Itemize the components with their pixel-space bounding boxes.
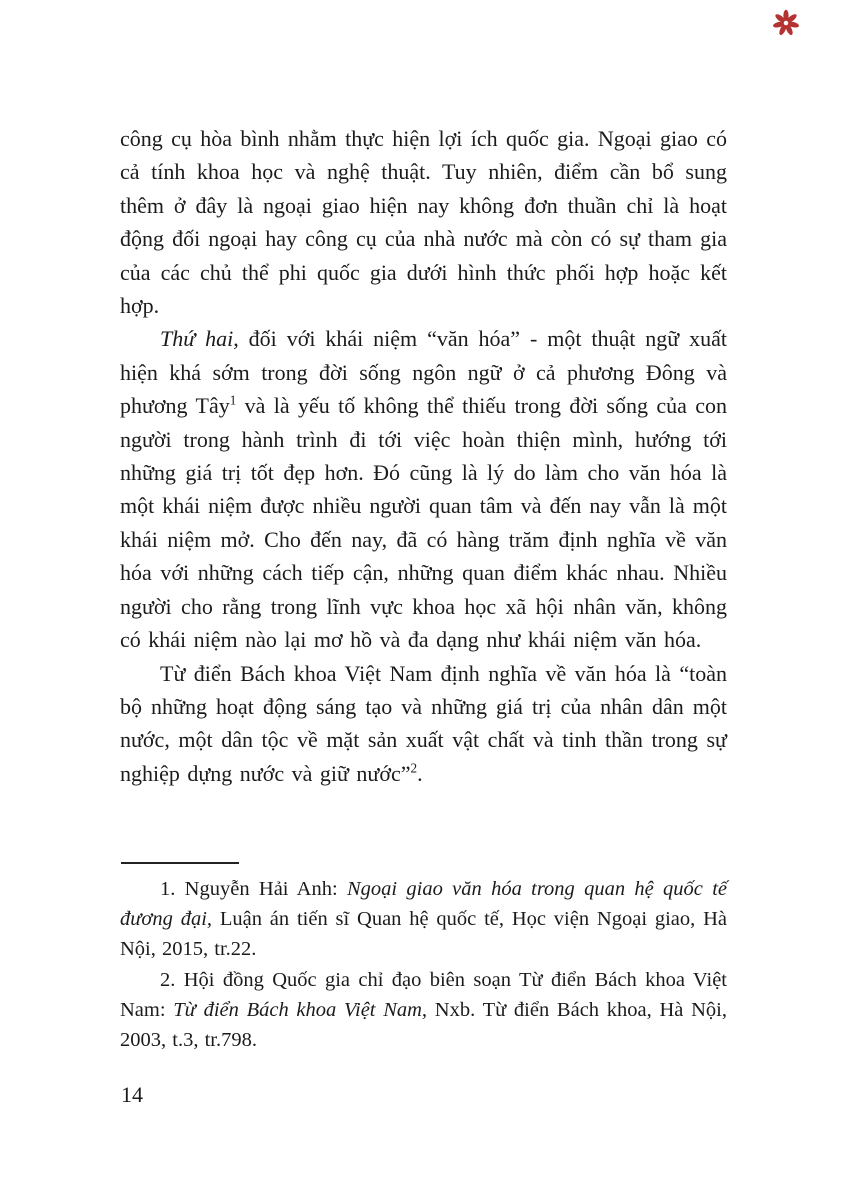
body-text: [120, 122, 727, 790]
text-segment: , đối với khái niệm “văn hóa” - một thuật ngữ xuất hiện khá sớm trong đời sống ngôn ngữ ở cả phương Đông và phương Tây: [120, 326, 727, 419]
text-segment: 2. Hội đồng Quốc gia chỉ đạo biên soạn Từ điển Bách khoa Việt Nam:: [120, 968, 727, 1021]
text-segment: Thứ hai: [160, 326, 234, 352]
text-segment: 1. Nguyễn Hải Anh:: [160, 878, 347, 900]
flower-ornament-icon: [771, 8, 801, 38]
text-segment: Nxb. Từ điển Bách khoa, Hà Nội, 2003, t.3, tr.798.: [120, 998, 727, 1052]
text-segment: .: [417, 760, 423, 786]
footnote-reference: 2: [410, 760, 418, 776]
footnote-reference: 1: [229, 392, 237, 408]
body-paragraph: [120, 322, 727, 656]
body-paragraph: [120, 122, 727, 322]
text-segment: Ngoại giao văn hóa trong quan hệ quốc tế đương đại,: [120, 878, 728, 931]
footnote-divider: [121, 862, 239, 864]
page-number: 14: [121, 1082, 143, 1107]
body-paragraph: [120, 657, 727, 791]
footnotes: [120, 874, 727, 1055]
text-segment: Từ điển Bách khoa Việt Nam định nghĩa về văn hóa là “toàn bộ những hoạt động sáng tạo và những giá trị của nhân dân một nước, một dân tộc về mặt sản xuất vật chất và tinh thần trong sự nghiệp dựng nước và giữ nước”: [120, 660, 727, 786]
footnote: [120, 874, 727, 965]
text-segment: và là yếu tố không thể thiếu trong đời sống của con người trong hành trình đi tới việc hoàn thiện mình, hướng tới những giá trị tốt đẹp hơn. Đó cũng là lý do làm cho văn hóa là một khái niệm được nhiều người quan tâm và đến nay vẫn là một khái niệm mở. Cho đến nay, đã có hàng trăm định nghĩa về văn hóa với những cách tiếp cận, những quan điểm khác nhau. Nhiều người cho rằng trong lĩnh vực khoa học xã hội nhân văn, không có khái niệm nào lại mơ hồ và đa dạng như khái niệm văn hóa.: [120, 393, 727, 653]
footnote: [120, 965, 727, 1056]
text-segment: công cụ hòa bình nhằm thực hiện lợi ích quốc gia. Ngoại giao có cả tính khoa học và nghệ thuật. Tuy nhiên, điểm cần bổ sung thêm ở đây là ngoại giao hiện nay không đơn thuần chỉ là hoạt động đối ngoại hay công cụ của nhà nước mà còn có sự tham gia của các chủ thể phi quốc gia dưới hình thức phối hợp hoặc kết hợp.: [120, 126, 727, 319]
text-segment: Luận án tiến sĩ Quan hệ quốc tế, Học viện Ngoại giao, Hà Nội, 2015, tr.22.: [120, 908, 727, 961]
text-segment: Từ điển Bách khoa Việt Nam,: [173, 998, 428, 1021]
